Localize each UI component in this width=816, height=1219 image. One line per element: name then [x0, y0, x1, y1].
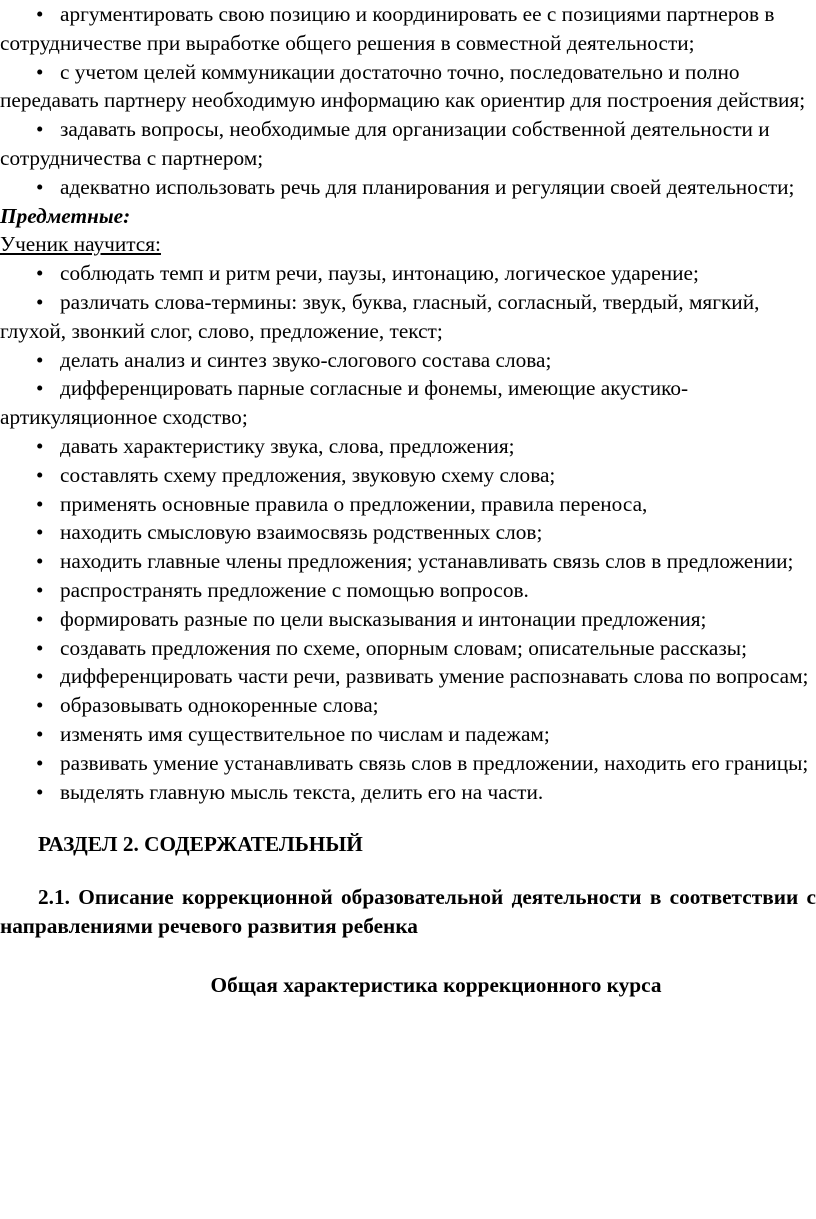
list-item [0, 490, 816, 519]
list-item [0, 432, 816, 461]
list-item-text: дифференцировать части речи, развивать умение распознавать слова по вопросам; [60, 664, 809, 689]
list-item [0, 288, 816, 346]
list-item-text: находить главные члены предложения; устанавливать связь слов в предложении; [60, 549, 794, 574]
list-item [0, 634, 816, 663]
list-item [0, 749, 816, 778]
list-item [0, 115, 816, 173]
list-item [0, 346, 816, 375]
list-item-text: изменять имя существительное по числам и падежам; [60, 721, 550, 746]
list-item [0, 0, 816, 58]
list-item-text: с учетом целей коммуникации достаточно точно, последовательно и полно передавать партнеру необходимую информацию как ориентир для построения действия; [0, 59, 806, 113]
bullet-icon: • [36, 549, 44, 574]
list-item-text: дифференцировать парные согласные и фонемы, имеющие акустико-артикуляционное сходство; [0, 376, 689, 430]
bullet-icon: • [36, 520, 44, 545]
student-will-learn-label: Ученик научится: [0, 232, 161, 257]
bullet-icon: • [36, 261, 44, 286]
bullet-icon: • [36, 635, 44, 660]
list-item-text: соблюдать темп и ритм речи, паузы, интонацию, логическое ударение; [60, 261, 699, 286]
bullet-icon: • [36, 462, 44, 487]
list-item-text: аргументировать свою позицию и координировать ее с позициями партнеров в сотрудничестве при выработке общего решения в совместной деятельности; [0, 2, 775, 55]
list-item-text: адекватно использовать речь для планирования и регуляции своей деятельности; [60, 174, 795, 199]
bullet-icon: • [36, 750, 44, 775]
list-item [0, 605, 816, 634]
list-item [0, 576, 816, 605]
list-item [0, 461, 816, 490]
list-item-text: создавать предложения по схеме, опорным словам; описательные рассказы; [60, 635, 748, 660]
list-item-text: делать анализ и синтез звуко-слогового состава слова; [60, 347, 552, 372]
section-heading: РАЗДЕЛ 2. СОДЕРЖАТЕЛЬНЫЙ [38, 832, 363, 857]
list-item-text: образовывать однокоренные слова; [60, 693, 379, 718]
list-item [0, 259, 816, 288]
list-item-text: составлять схему предложения, звуковую схему слова; [60, 462, 556, 487]
bullet-icon: • [36, 376, 44, 401]
bullet-icon: • [36, 59, 44, 84]
bullet-icon: • [36, 289, 44, 314]
list-item [0, 518, 816, 547]
subject-skills-list [0, 259, 816, 806]
bullet-icon: • [36, 347, 44, 372]
bullet-icon: • [36, 606, 44, 631]
bullet-icon: • [36, 577, 44, 602]
bullet-icon: • [36, 664, 44, 689]
bullet-icon: • [36, 491, 44, 516]
list-item [0, 720, 816, 749]
bullet-icon: • [36, 174, 44, 199]
list-item-text: находить смысловую взаимосвязь родственных слов; [60, 520, 543, 545]
bullet-icon: • [36, 2, 44, 26]
bullet-icon: • [36, 721, 44, 746]
list-item [0, 58, 816, 116]
list-item [0, 547, 816, 576]
bullet-icon: • [36, 117, 44, 142]
list-item-text: формировать разные по цели высказывания и интонации предложения; [60, 606, 707, 631]
communicative-skills-list [0, 0, 816, 202]
course-heading: Общая характеристика коррекционного курса [210, 972, 662, 997]
bullet-icon: • [36, 693, 44, 718]
list-item-text: выделять главную мысль текста, делить его на части. [60, 779, 544, 804]
list-item-text: распространять предложение с помощью вопросов. [60, 577, 529, 602]
bullet-icon: • [36, 433, 44, 458]
subject-results-heading: Предметные: [0, 203, 131, 228]
list-item [0, 662, 816, 691]
list-item [0, 778, 816, 807]
list-item-text: задавать вопросы, необходимые для организации собственной деятельности и сотрудничества с партнером; [0, 117, 770, 170]
list-item-text: различать слова-термины: звук, буква, гласный, согласный, твердый, мягкий, глухой, звонкий слог, слово, предложение, текст; [0, 289, 760, 343]
list-item [0, 173, 816, 202]
list-item [0, 691, 816, 720]
list-item [0, 374, 816, 432]
subsection-heading: 2.1. Описание коррекционной образовательной деятельности в соответствии с направлениями речевого развития ребенка [0, 885, 816, 938]
list-item-text: давать характеристику звука, слова, предложения; [60, 433, 515, 458]
bullet-icon: • [36, 779, 44, 804]
list-item-text: развивать умение устанавливать связь слов в предложении, находить его границы; [60, 750, 809, 775]
list-item-text: применять основные правила о предложении, правила переноса, [60, 491, 648, 516]
